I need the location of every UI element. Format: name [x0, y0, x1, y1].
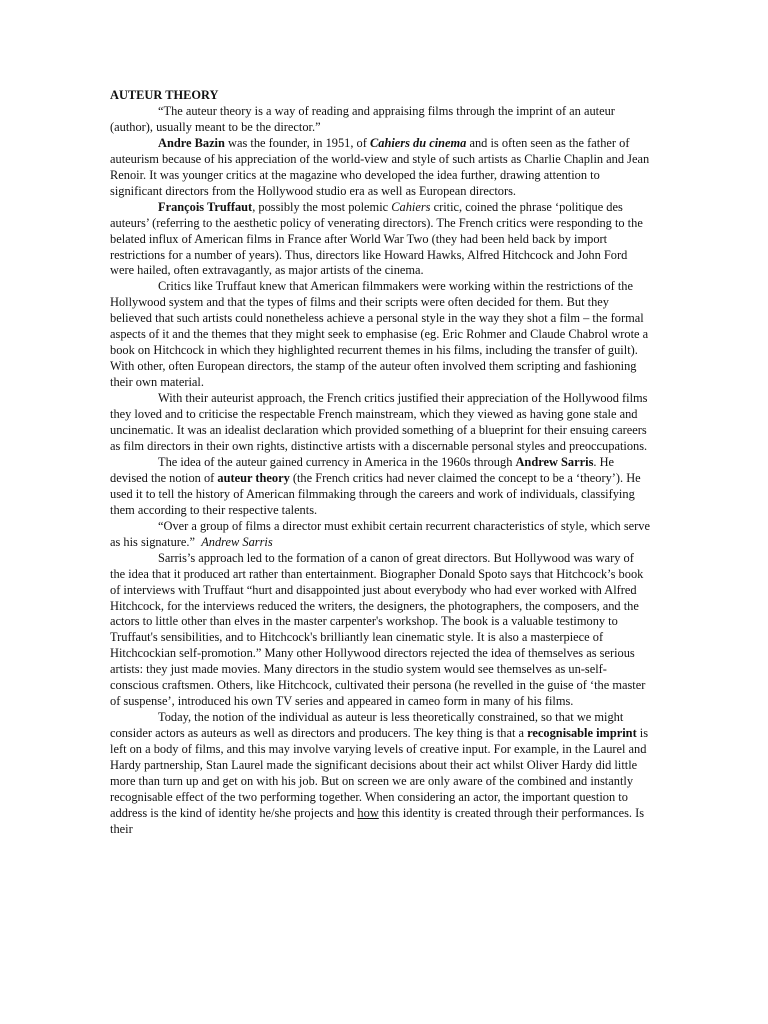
paragraph-definition — [110, 104, 652, 136]
quote-attribution: Andrew Sarris — [201, 534, 273, 549]
paragraph-sarris — [110, 455, 652, 519]
paragraph-sarris-quote — [110, 519, 652, 551]
paragraph-text: . He devised the notion of — [110, 454, 615, 485]
paragraph-text: Sarris’s approach led to the formation of a canon of great directors. But Hollywood was wary of the idea that it produced art rather than entertainment. Biographer Donald Spoto says that Hitchcock’s book of interviews with Truffaut “hurt and disappointed just about everybody who had ever worked with Alfred Hitchcock, for the interviews reduced the writers, the designers, the photographers, the composers, and the actors to little other than elves in the master carpenter's workshop. The book is a valuable testimony to Truffaut's sensibilities, and to Hitchcock's brilliantly lean cinematic style. It is also a masterpiece of Hitchcockian self-promotion.” Many other Hollywood directors rejected the idea of themselves as serious artists: they just made movies. Many directors in the studio system would see themselves as un-self-conscious craftsmen. Others, like Hitchcock, cultivated their persona (he revelled in the guise of ‘the master of suspense’, introduced his own TV series and appeared in cameo form in many of his films. — [110, 550, 646, 709]
journal-title-short: Cahiers — [391, 199, 431, 214]
paragraph-critics — [110, 279, 652, 391]
paragraph-text: critic, coined the phrase ‘politique des auteurs’ (referring to the aesthetic policy of venerating directors). The French critics were responding to the belated influx of American films in France after World War Two (they had been held back by import restrictions for a number of years). Thus, directors like Howard Hawks, Alfred Hitchcock and John Ford were hailed, often extravagantly, as major artists of the cinema. — [110, 199, 643, 278]
name-andre-bazin: Andre Bazin — [158, 135, 225, 150]
paragraph-text: With their auteurist approach, the French critics justified their appreciation of the Hollywood films they loved and to criticise the respectable French mainstream, which they viewed as having gone stale and uncinematic. It was an idealist declaration which provided something of a blueprint for their ensuing careers as film directors in their own rights, distinctive artists with a discernable personal styles and preoccupations. — [110, 391, 648, 453]
term-auteur-theory: auteur theory — [217, 470, 290, 485]
paragraph-text: , possibly the most polemic — [252, 199, 392, 214]
document-page — [110, 88, 652, 838]
paragraph-truffaut — [110, 200, 652, 280]
paragraph-text: this identity is created through their performances. Is their — [110, 805, 645, 836]
paragraph-today — [110, 710, 652, 838]
sarris-quote: “Over a group of films a director must exhibit certain recurrent characteristics of style, which serve as his signature.” — [110, 518, 650, 549]
paragraph-text: and is often seen as the father of auteurism because of his appreciation of the world-view and style of such artists as Charlie Chaplin and Jean Renoir. It was younger critics at the magazine who developed the idea further, drawing attention to significant directors from the Hollywood studio era as well as European directors. — [110, 135, 650, 198]
paragraph-auteurist-approach — [110, 391, 652, 455]
paragraph-text: Critics like Truffaut knew that American filmmakers were working within the restrictions of the Hollywood system and that the types of films and their scripts were often decided for them. But they believed that such artists could nonetheless achieve a personal style in the way they shot a film – the formal aspects of it and the themes that they might seek to emphasise (eg. Eric Rohmer and Claude Chabrol wrote a book on Hitchcock in which they highlighted recurrent themes in his films, including the transfer of guilt). With other, often European directors, the stamp of the auteur often involved them scripting and fashioning their own material. — [110, 279, 649, 390]
paragraph-text: Today, the notion of the individual as auteur is less theoretically constrained, so that we might consider actors as auteurs as well as directors and producers. The key thing is that a — [110, 710, 624, 741]
name-francois-truffaut: François Truffaut — [158, 199, 253, 214]
paragraph-canon — [110, 551, 652, 711]
document-title: AUTEUR THEORY — [110, 88, 219, 102]
underlined-how: how — [357, 805, 379, 820]
definition-quote: “The auteur theory is a way of reading and appraising films through the imprint of an auteur (author), usually meant to be the director.” — [110, 103, 615, 134]
journal-title: Cahiers du cinema — [369, 135, 467, 150]
paragraph-text: is left on a body of films, and this may involve varying levels of creative input. For example, in the Laurel and Hardy partnership, Stan Laurel made the significant decisions about their act whilst Oliver Hardy did little more than turn up and get on with his job. But on screen we are only aware of the combined and instantly recognisable effect of the two performing together. When considering an actor, the important question to address is the kind of identity he/she projects and — [110, 726, 649, 820]
term-recognisable-imprint: recognisable imprint — [527, 726, 637, 741]
paragraph-text: (the French critics had never claimed the concept to be a ‘theory’). He used it to tell the history of American filmmaking through the careers and work of individuals, classifying them according to their respective talents. — [110, 470, 641, 517]
name-andrew-sarris: Andrew Sarris — [515, 454, 594, 469]
paragraph-text: was the founder, in 1951, of — [224, 135, 370, 150]
paragraph-bazin — [110, 136, 652, 200]
paragraph-text: The idea of the auteur gained currency in America in the 1960s through — [158, 454, 516, 469]
